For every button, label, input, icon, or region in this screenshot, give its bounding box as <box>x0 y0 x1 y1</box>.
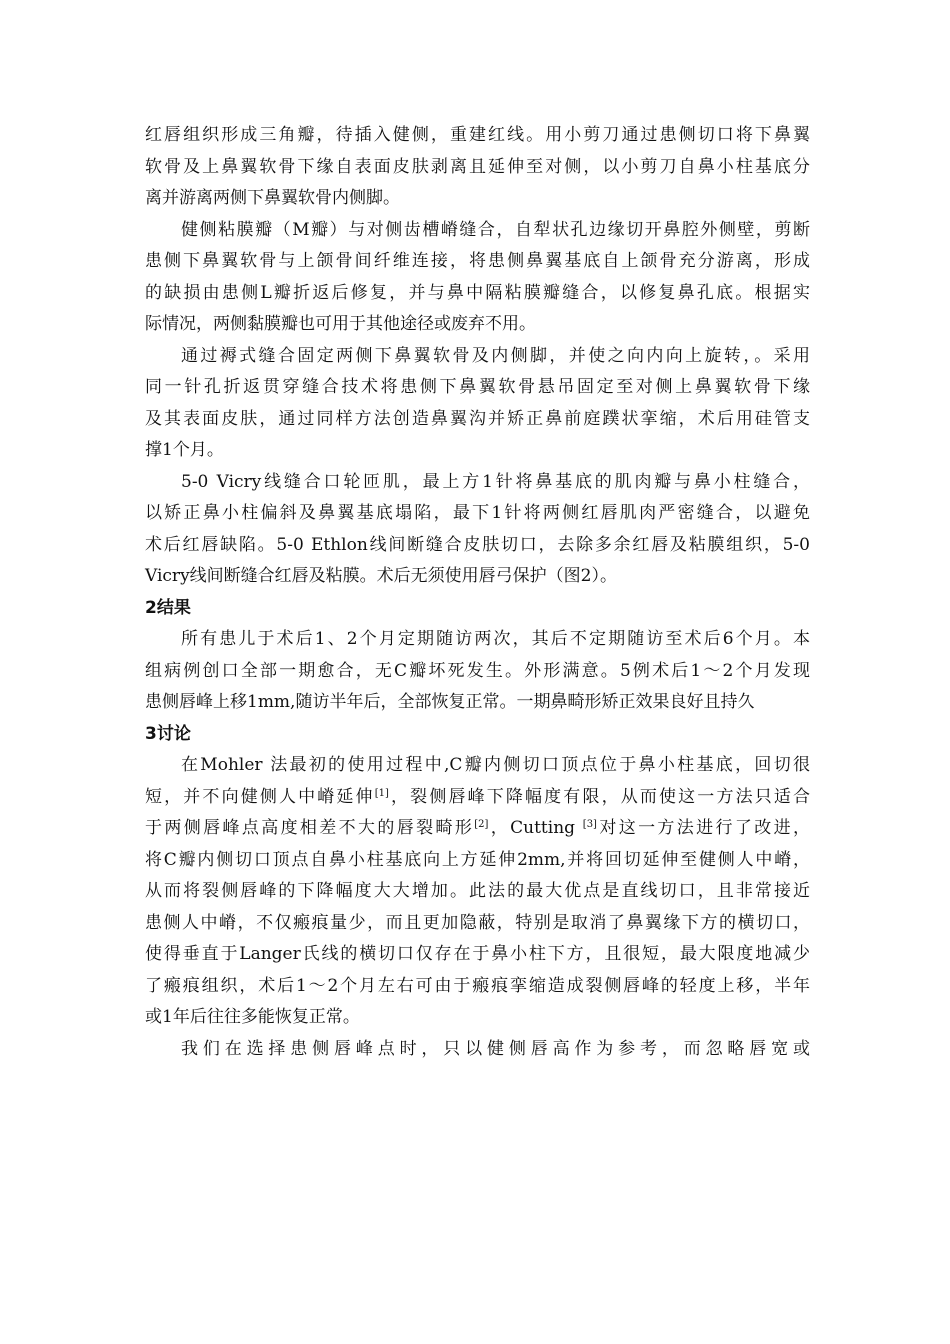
text-line: 患侧人中嵴，不仅瘢痕量少，而且更加隐蔽，特别是取消了鼻翼缘下方的横切口， <box>145 912 810 933</box>
text-line <box>145 782 810 814</box>
text-line: 组病例创口全部一期愈合，无C瓣坏死发生。外形满意。5例术后1～2个月发现 <box>145 660 810 681</box>
text-line: 在Mohler 法最初的使用过程中,C瓣内侧切口顶点位于鼻小柱基底，回切很 <box>181 755 810 775</box>
text-line: 同一针孔折返贯穿缝合技术将患侧下鼻翼软骨悬吊固定至对侧上鼻翼软骨下缘 <box>145 377 810 397</box>
paragraph-triangle-flap <box>145 120 810 215</box>
paragraph-mucosal-flap <box>145 215 810 341</box>
text-span: ，裂侧唇峰下降幅度有限，从而使这一方法只适合 <box>388 786 811 807</box>
citation-ref: [2] <box>474 819 489 830</box>
text-span: 于两侧唇峰点高度相差不大的唇裂畸形 <box>145 818 475 838</box>
text-line: 患侧下鼻翼软骨与上颌骨间纤维连接，将患侧鼻翼基底自上颌骨充分游离，形成 <box>145 251 810 271</box>
document-page <box>145 120 810 1065</box>
citation-ref: [3] <box>582 819 597 830</box>
paragraph-discussion-mohler <box>145 750 810 1034</box>
text-line: 使得垂直于Langer氏线的横切口仅存在于鼻小柱下方，且很短，最大限度地减少 <box>145 944 810 964</box>
paragraph-discussion-lip-peak <box>145 1034 810 1066</box>
text-line: 软骨及上鼻翼软骨下缘自表面皮肤剥离且延伸至对侧，以小剪刀自鼻小柱基底分 <box>145 156 810 177</box>
text-line: 离并游离两侧下鼻翼软骨内侧脚。 <box>145 188 400 208</box>
section-heading-results: 2结果 <box>145 597 191 618</box>
text-line: 所有患儿于术后1、2个月定期随访两次，其后不定期随访至术后6个月。本 <box>181 629 810 649</box>
text-span: 对这一方法进行了改进， <box>596 818 810 838</box>
text-line: 我们在选择患侧唇峰点时，只以健侧唇高作为参考，而忽略唇宽或 <box>181 1038 810 1059</box>
text-line: 患侧唇峰上移1mm,随访半年后，全部恢复正常。一期鼻畸形矫正效果良好且持久 <box>145 692 755 712</box>
text-line: 及其表面皮肤，通过同样方法创造鼻翼沟并矫正鼻前庭蹼状挛缩，术后用硅管支 <box>145 408 810 429</box>
text-line: 际情况，两侧黏膜瓣也可用于其他途径或废弃不用。 <box>145 314 536 334</box>
text-line: 将C瓣内侧切口顶点自鼻小柱基底向上方延伸2mm,并将回切延伸至健侧人中嵴， <box>145 849 810 870</box>
text-line: Vicry线间断缝合红唇及粘膜。术后无须使用唇弓保护（图2）。 <box>145 566 617 586</box>
text-span: ，Cutting <box>488 818 583 838</box>
text-line: 术后红唇缺陷。5-0 Ethlon线间断缝合皮肤切口，去除多余红唇及粘膜组织，5-0 <box>145 534 810 555</box>
text-line <box>145 813 810 845</box>
text-line: 红唇组织形成三角瓣，待插入健侧，重建红线。用小剪刀通过患侧切口将下鼻翼 <box>145 125 810 145</box>
text-line: 以矫正鼻小柱偏斜及鼻翼基底塌陷，最下1针将两侧红唇肌肉严密缝合，以避免 <box>145 503 810 523</box>
paragraph-vicry-suture <box>145 467 810 593</box>
text-line: 撑1个月。 <box>145 440 224 460</box>
text-line: 的缺损由患侧L瓣折返后修复，并与鼻中隔粘膜瓣缝合，以修复鼻孔底。根据实 <box>145 282 810 303</box>
text-line: 通过褥式缝合固定两侧下鼻翼软骨及内侧脚，并使之向内向上旋转，。采用 <box>181 345 810 366</box>
text-line: 或1年后往往多能恢复正常。 <box>145 1007 360 1027</box>
paragraph-results <box>145 624 810 719</box>
paragraph-mattress-suture <box>145 341 810 467</box>
section-heading-discussion: 3讨论 <box>145 723 191 744</box>
text-line: 5-0 Vicry线缝合口轮匝肌，最上方1针将鼻基底的肌肉瓣与鼻小柱缝合， <box>181 471 810 492</box>
text-line: 健侧粘膜瓣（M瓣）与对侧齿槽嵴缝合，自犁状孔边缘切开鼻腔外侧壁，剪断 <box>181 219 810 240</box>
text-line: 了瘢痕组织，术后1～2个月左右可由于瘢痕挛缩造成裂侧唇峰的轻度上移，半年 <box>145 975 810 996</box>
citation-ref: [1] <box>374 787 389 799</box>
text-line: 从而将裂侧唇峰的下降幅度大大增加。此法的最大优点是直线切口，且非常接近 <box>145 881 810 901</box>
text-span: 短，并不向健侧人中嵴延伸 <box>145 786 375 807</box>
